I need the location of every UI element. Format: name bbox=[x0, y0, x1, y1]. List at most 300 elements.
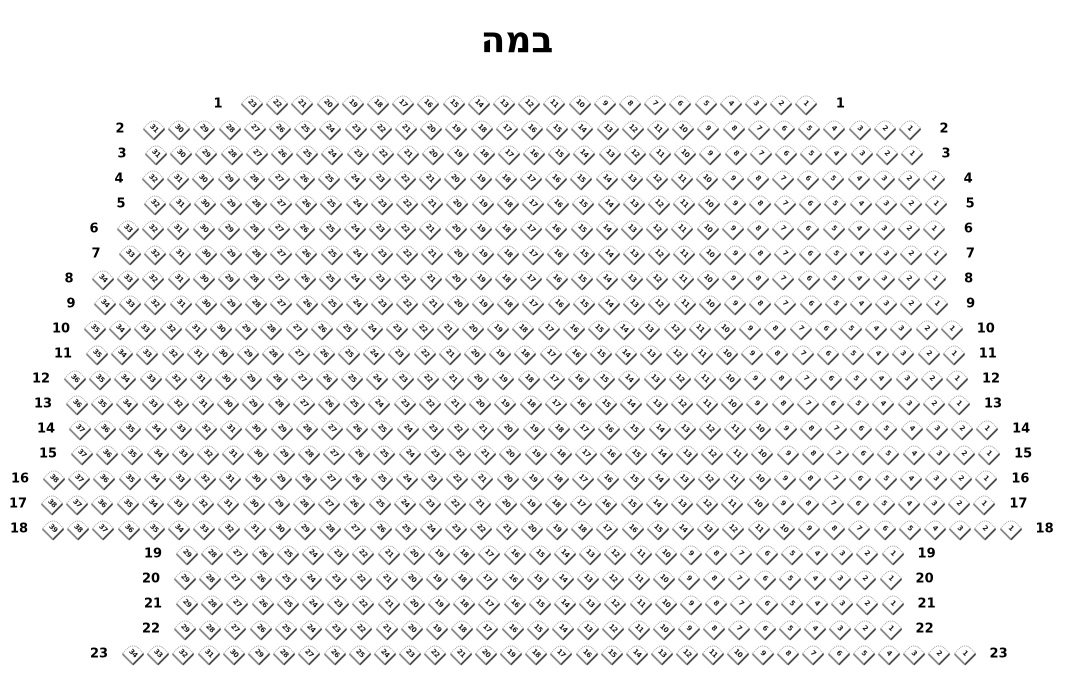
seat[interactable] bbox=[774, 417, 798, 441]
seat[interactable] bbox=[546, 467, 570, 491]
seat[interactable] bbox=[492, 92, 516, 116]
seat[interactable] bbox=[612, 317, 636, 341]
seat[interactable] bbox=[549, 442, 573, 466]
seat[interactable] bbox=[220, 142, 244, 166]
seat[interactable] bbox=[121, 642, 145, 666]
seat[interactable] bbox=[418, 217, 442, 241]
seat[interactable] bbox=[294, 242, 318, 266]
seat[interactable] bbox=[915, 317, 939, 341]
seat[interactable] bbox=[42, 467, 66, 491]
seat[interactable] bbox=[269, 467, 293, 491]
seat[interactable] bbox=[942, 342, 966, 366]
seat[interactable] bbox=[471, 192, 495, 216]
seat[interactable] bbox=[88, 367, 112, 391]
seat[interactable] bbox=[40, 492, 64, 516]
seat[interactable] bbox=[444, 517, 468, 541]
seat[interactable] bbox=[646, 117, 670, 141]
seat[interactable] bbox=[446, 292, 470, 316]
seat[interactable] bbox=[423, 442, 447, 466]
seat[interactable] bbox=[923, 517, 947, 541]
seat[interactable] bbox=[849, 242, 873, 266]
seat[interactable] bbox=[695, 392, 719, 416]
seat[interactable] bbox=[647, 192, 671, 216]
seat[interactable] bbox=[679, 542, 703, 566]
seat[interactable] bbox=[135, 342, 159, 366]
seat[interactable] bbox=[621, 517, 645, 541]
seat[interactable] bbox=[544, 492, 568, 516]
seat[interactable] bbox=[874, 467, 898, 491]
seat[interactable] bbox=[420, 467, 444, 491]
seat[interactable] bbox=[244, 242, 268, 266]
seat[interactable] bbox=[564, 342, 588, 366]
seat[interactable] bbox=[141, 217, 165, 241]
seat[interactable] bbox=[925, 292, 949, 316]
seat[interactable] bbox=[898, 117, 922, 141]
seat[interactable] bbox=[259, 317, 283, 341]
seat[interactable] bbox=[668, 92, 692, 116]
seat[interactable] bbox=[141, 167, 165, 191]
seat[interactable] bbox=[285, 317, 309, 341]
seat[interactable] bbox=[571, 192, 595, 216]
seat[interactable] bbox=[763, 317, 787, 341]
seat[interactable] bbox=[789, 317, 813, 341]
seat[interactable] bbox=[695, 492, 719, 516]
seat[interactable] bbox=[828, 567, 852, 591]
seat[interactable] bbox=[673, 142, 697, 166]
seat[interactable] bbox=[917, 342, 941, 366]
seat[interactable] bbox=[312, 342, 336, 366]
seat[interactable] bbox=[874, 192, 898, 216]
seat[interactable] bbox=[902, 442, 926, 466]
seat[interactable] bbox=[704, 592, 728, 616]
seat[interactable] bbox=[850, 142, 874, 166]
seat[interactable] bbox=[244, 417, 268, 441]
seat[interactable] bbox=[572, 242, 596, 266]
seat[interactable] bbox=[723, 292, 747, 316]
seat[interactable] bbox=[270, 417, 294, 441]
seat[interactable] bbox=[194, 142, 218, 166]
seat[interactable] bbox=[295, 292, 319, 316]
seat[interactable] bbox=[797, 517, 821, 541]
seat[interactable] bbox=[724, 142, 748, 166]
seat[interactable] bbox=[362, 342, 386, 366]
seat[interactable] bbox=[622, 417, 646, 441]
seat[interactable] bbox=[477, 542, 501, 566]
seat[interactable] bbox=[519, 217, 543, 241]
seat[interactable] bbox=[625, 642, 649, 666]
seat[interactable] bbox=[801, 642, 825, 666]
seat[interactable] bbox=[755, 542, 779, 566]
seat[interactable] bbox=[393, 267, 417, 291]
seat[interactable] bbox=[671, 517, 695, 541]
seat[interactable] bbox=[477, 592, 501, 616]
seat[interactable] bbox=[116, 217, 140, 241]
seat[interactable] bbox=[342, 392, 366, 416]
seat[interactable] bbox=[668, 367, 692, 391]
seat[interactable] bbox=[393, 392, 417, 416]
seat[interactable] bbox=[528, 592, 552, 616]
seat[interactable] bbox=[528, 542, 552, 566]
seat[interactable] bbox=[345, 292, 369, 316]
seat[interactable] bbox=[324, 567, 348, 591]
seat[interactable] bbox=[368, 492, 392, 516]
seat[interactable] bbox=[771, 167, 795, 191]
seat[interactable] bbox=[816, 342, 840, 366]
seat[interactable] bbox=[871, 392, 895, 416]
seat[interactable] bbox=[574, 442, 598, 466]
seat[interactable] bbox=[367, 392, 391, 416]
seat[interactable] bbox=[846, 392, 870, 416]
seat[interactable] bbox=[696, 217, 720, 241]
seat[interactable] bbox=[198, 617, 222, 641]
seat[interactable] bbox=[65, 392, 89, 416]
seat[interactable] bbox=[587, 317, 611, 341]
seat[interactable] bbox=[244, 192, 268, 216]
seat[interactable] bbox=[773, 467, 797, 491]
seat[interactable] bbox=[621, 117, 645, 141]
seat[interactable] bbox=[495, 117, 519, 141]
seat[interactable] bbox=[718, 367, 742, 391]
seat[interactable] bbox=[922, 217, 946, 241]
seat[interactable] bbox=[142, 517, 166, 541]
seat[interactable] bbox=[738, 317, 762, 341]
seat[interactable] bbox=[823, 467, 847, 491]
seat[interactable] bbox=[744, 92, 768, 116]
seat[interactable] bbox=[725, 442, 749, 466]
seat[interactable] bbox=[652, 567, 676, 591]
seat[interactable] bbox=[629, 592, 653, 616]
seat[interactable] bbox=[899, 467, 923, 491]
seat[interactable] bbox=[947, 392, 971, 416]
seat[interactable] bbox=[91, 267, 115, 291]
seat[interactable] bbox=[796, 492, 820, 516]
seat[interactable] bbox=[173, 567, 197, 591]
seat[interactable] bbox=[189, 367, 213, 391]
seat[interactable] bbox=[144, 417, 168, 441]
seat[interactable] bbox=[164, 367, 188, 391]
seat[interactable] bbox=[198, 567, 222, 591]
seat[interactable] bbox=[822, 117, 846, 141]
seat[interactable] bbox=[167, 267, 191, 291]
seat[interactable] bbox=[441, 367, 465, 391]
seat[interactable] bbox=[438, 342, 462, 366]
seat[interactable] bbox=[370, 292, 394, 316]
seat[interactable] bbox=[889, 317, 913, 341]
seat[interactable] bbox=[469, 217, 493, 241]
seat[interactable] bbox=[193, 467, 217, 491]
seat[interactable] bbox=[400, 567, 424, 591]
seat[interactable] bbox=[436, 317, 460, 341]
seat[interactable] bbox=[794, 92, 818, 116]
seat[interactable] bbox=[366, 92, 390, 116]
seat[interactable] bbox=[186, 342, 210, 366]
seat[interactable] bbox=[461, 317, 485, 341]
seat[interactable] bbox=[143, 242, 167, 266]
seat[interactable] bbox=[869, 367, 893, 391]
seat[interactable] bbox=[268, 517, 292, 541]
seat[interactable] bbox=[747, 117, 771, 141]
seat[interactable] bbox=[246, 442, 270, 466]
seat[interactable] bbox=[92, 467, 116, 491]
seat[interactable] bbox=[423, 642, 447, 666]
seat[interactable] bbox=[468, 392, 492, 416]
seat[interactable] bbox=[746, 267, 770, 291]
seat[interactable] bbox=[110, 342, 134, 366]
seat[interactable] bbox=[251, 542, 275, 566]
seat[interactable] bbox=[413, 342, 437, 366]
seat[interactable] bbox=[595, 517, 619, 541]
seat[interactable] bbox=[693, 367, 717, 391]
seat[interactable] bbox=[925, 417, 949, 441]
seat[interactable] bbox=[623, 142, 647, 166]
seat[interactable] bbox=[474, 642, 498, 666]
seat[interactable] bbox=[798, 192, 822, 216]
seat[interactable] bbox=[645, 267, 669, 291]
seat[interactable] bbox=[349, 617, 373, 641]
seat[interactable] bbox=[452, 592, 476, 616]
seat[interactable] bbox=[168, 242, 192, 266]
seat[interactable] bbox=[526, 617, 550, 641]
seat[interactable] bbox=[117, 517, 141, 541]
seat[interactable] bbox=[824, 242, 848, 266]
seat[interactable] bbox=[420, 242, 444, 266]
seat[interactable] bbox=[821, 492, 845, 516]
seat[interactable] bbox=[449, 642, 473, 666]
seat[interactable] bbox=[799, 142, 823, 166]
seat[interactable] bbox=[272, 442, 296, 466]
seat[interactable] bbox=[218, 117, 242, 141]
seat[interactable] bbox=[223, 617, 247, 641]
seat[interactable] bbox=[175, 592, 199, 616]
seat[interactable] bbox=[90, 492, 114, 516]
seat[interactable] bbox=[897, 392, 921, 416]
seat[interactable] bbox=[166, 167, 190, 191]
seat[interactable] bbox=[471, 242, 495, 266]
seat[interactable] bbox=[617, 367, 641, 391]
seat[interactable] bbox=[418, 167, 442, 191]
seat[interactable] bbox=[622, 467, 646, 491]
seat[interactable] bbox=[446, 417, 470, 441]
seat[interactable] bbox=[670, 217, 694, 241]
seat[interactable] bbox=[113, 367, 137, 391]
seat[interactable] bbox=[704, 542, 728, 566]
seat[interactable] bbox=[947, 492, 971, 516]
seat[interactable] bbox=[265, 92, 289, 116]
seat[interactable] bbox=[395, 192, 419, 216]
seat[interactable] bbox=[972, 492, 996, 516]
seat[interactable] bbox=[335, 317, 359, 341]
seat[interactable] bbox=[521, 292, 545, 316]
seat[interactable] bbox=[244, 292, 268, 316]
seat[interactable] bbox=[753, 617, 777, 641]
seat[interactable] bbox=[568, 92, 592, 116]
seat[interactable] bbox=[620, 267, 644, 291]
seat[interactable] bbox=[822, 517, 846, 541]
seat[interactable] bbox=[895, 367, 919, 391]
seat[interactable] bbox=[729, 592, 753, 616]
seat[interactable] bbox=[524, 442, 548, 466]
seat[interactable] bbox=[824, 292, 848, 316]
seat[interactable] bbox=[192, 517, 216, 541]
seat[interactable] bbox=[318, 217, 342, 241]
seat[interactable] bbox=[578, 592, 602, 616]
seat[interactable] bbox=[191, 492, 215, 516]
seat[interactable] bbox=[370, 192, 394, 216]
seat[interactable] bbox=[672, 192, 696, 216]
seat[interactable] bbox=[310, 317, 334, 341]
seat[interactable] bbox=[519, 267, 543, 291]
seat[interactable] bbox=[902, 642, 926, 666]
seat[interactable] bbox=[875, 142, 899, 166]
seat[interactable] bbox=[973, 517, 997, 541]
seat[interactable] bbox=[665, 342, 689, 366]
seat[interactable] bbox=[654, 592, 678, 616]
seat[interactable] bbox=[830, 592, 854, 616]
seat[interactable] bbox=[66, 517, 90, 541]
seat[interactable] bbox=[924, 192, 948, 216]
seat[interactable] bbox=[387, 342, 411, 366]
seat[interactable] bbox=[317, 167, 341, 191]
seat[interactable] bbox=[576, 617, 600, 641]
seat[interactable] bbox=[294, 192, 318, 216]
seat[interactable] bbox=[697, 467, 721, 491]
seat[interactable] bbox=[874, 292, 898, 316]
seat[interactable] bbox=[116, 267, 140, 291]
seat[interactable] bbox=[463, 342, 487, 366]
seat[interactable] bbox=[375, 567, 399, 591]
seat[interactable] bbox=[343, 167, 367, 191]
seat[interactable] bbox=[522, 142, 546, 166]
seat[interactable] bbox=[169, 292, 193, 316]
seat[interactable] bbox=[394, 117, 418, 141]
seat[interactable] bbox=[445, 192, 469, 216]
seat[interactable] bbox=[222, 642, 246, 666]
seat[interactable] bbox=[646, 517, 670, 541]
seat[interactable] bbox=[223, 567, 247, 591]
seat[interactable] bbox=[166, 217, 190, 241]
seat[interactable] bbox=[927, 642, 951, 666]
seat[interactable] bbox=[143, 467, 167, 491]
seat[interactable] bbox=[494, 492, 518, 516]
seat[interactable] bbox=[749, 142, 773, 166]
seat[interactable] bbox=[567, 367, 591, 391]
seat[interactable] bbox=[319, 467, 343, 491]
seat[interactable] bbox=[545, 267, 569, 291]
seat[interactable] bbox=[539, 342, 563, 366]
seat[interactable] bbox=[295, 142, 319, 166]
seat[interactable] bbox=[772, 117, 796, 141]
seat[interactable] bbox=[445, 467, 469, 491]
seat[interactable] bbox=[225, 542, 249, 566]
seat[interactable] bbox=[444, 217, 468, 241]
seat[interactable] bbox=[471, 417, 495, 441]
seat[interactable] bbox=[471, 292, 495, 316]
seat[interactable] bbox=[720, 392, 744, 416]
seat[interactable] bbox=[722, 467, 746, 491]
seat[interactable] bbox=[421, 142, 445, 166]
seat[interactable] bbox=[603, 592, 627, 616]
seat[interactable] bbox=[443, 167, 467, 191]
seat[interactable] bbox=[444, 117, 468, 141]
seat[interactable] bbox=[899, 192, 923, 216]
seat[interactable] bbox=[753, 567, 777, 591]
seat[interactable] bbox=[242, 167, 266, 191]
seat[interactable] bbox=[824, 142, 848, 166]
seat[interactable] bbox=[394, 517, 418, 541]
seat[interactable] bbox=[727, 617, 751, 641]
seat[interactable] bbox=[823, 192, 847, 216]
seat[interactable] bbox=[519, 167, 543, 191]
seat[interactable] bbox=[466, 367, 490, 391]
seat[interactable] bbox=[872, 492, 896, 516]
seat[interactable] bbox=[952, 442, 976, 466]
seat[interactable] bbox=[442, 92, 466, 116]
seat[interactable] bbox=[469, 167, 493, 191]
seat[interactable] bbox=[748, 242, 772, 266]
seat[interactable] bbox=[402, 592, 426, 616]
seat[interactable] bbox=[648, 142, 672, 166]
seat[interactable] bbox=[619, 392, 643, 416]
seat[interactable] bbox=[192, 267, 216, 291]
seat[interactable] bbox=[293, 117, 317, 141]
seat[interactable] bbox=[496, 192, 520, 216]
seat[interactable] bbox=[241, 392, 265, 416]
seat[interactable] bbox=[643, 92, 667, 116]
seat[interactable] bbox=[719, 92, 743, 116]
seat[interactable] bbox=[196, 442, 220, 466]
seat[interactable] bbox=[242, 492, 266, 516]
seat[interactable] bbox=[276, 592, 300, 616]
seat[interactable] bbox=[343, 217, 367, 241]
seat[interactable] bbox=[773, 292, 797, 316]
seat[interactable] bbox=[115, 392, 139, 416]
seat[interactable] bbox=[347, 442, 371, 466]
seat[interactable] bbox=[614, 342, 638, 366]
seat[interactable] bbox=[647, 242, 671, 266]
seat[interactable] bbox=[645, 492, 669, 516]
seat[interactable] bbox=[694, 92, 718, 116]
seat[interactable] bbox=[517, 92, 541, 116]
seat[interactable] bbox=[897, 217, 921, 241]
seat[interactable] bbox=[370, 417, 394, 441]
seat[interactable] bbox=[269, 292, 293, 316]
seat[interactable] bbox=[849, 192, 873, 216]
seat[interactable] bbox=[372, 442, 396, 466]
seat[interactable] bbox=[551, 567, 575, 591]
seat[interactable] bbox=[225, 592, 249, 616]
seat[interactable] bbox=[849, 417, 873, 441]
seat[interactable] bbox=[418, 392, 442, 416]
seat[interactable] bbox=[826, 442, 850, 466]
seat[interactable] bbox=[769, 367, 793, 391]
seat[interactable] bbox=[194, 242, 218, 266]
seat[interactable] bbox=[698, 142, 722, 166]
seat[interactable] bbox=[494, 217, 518, 241]
seat[interactable] bbox=[945, 367, 969, 391]
seat[interactable] bbox=[872, 217, 896, 241]
seat[interactable] bbox=[677, 617, 701, 641]
seat[interactable] bbox=[159, 317, 183, 341]
seat[interactable] bbox=[351, 592, 375, 616]
seat[interactable] bbox=[63, 367, 87, 391]
seat[interactable] bbox=[696, 117, 720, 141]
seat[interactable] bbox=[65, 492, 89, 516]
seat[interactable] bbox=[748, 192, 772, 216]
seat[interactable] bbox=[116, 492, 140, 516]
seat[interactable] bbox=[688, 317, 712, 341]
seat[interactable] bbox=[853, 617, 877, 641]
seat[interactable] bbox=[679, 592, 703, 616]
